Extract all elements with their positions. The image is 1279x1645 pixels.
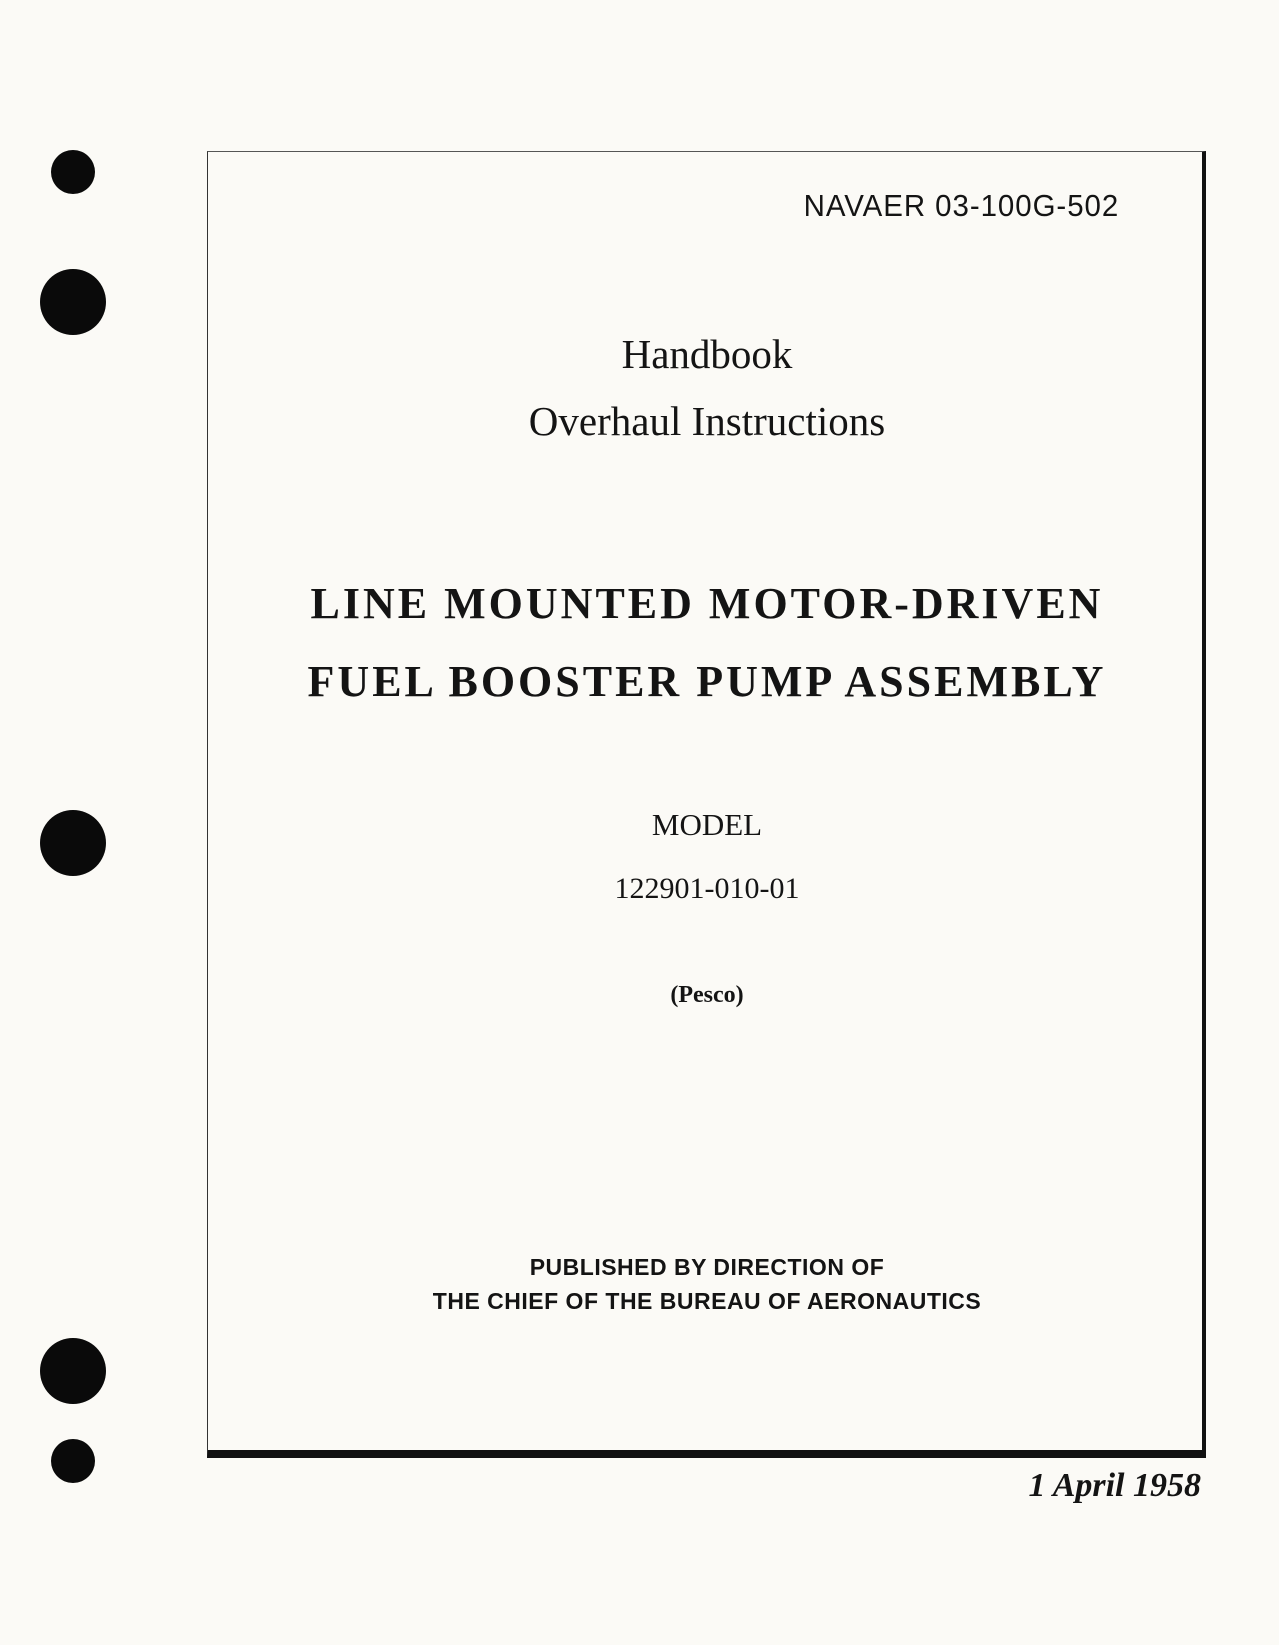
document-number: NAVAER 03-100G-502: [803, 188, 1119, 223]
punch-hole: [51, 1439, 95, 1483]
title-line2: FUEL BOOSTER PUMP ASSEMBLY: [307, 657, 1107, 706]
publisher-line1: PUBLISHED BY DIRECTION OF: [529, 1254, 885, 1280]
punch-hole: [51, 150, 95, 194]
punch-hole: [40, 810, 106, 876]
manufacturer: (Pesco): [670, 982, 744, 1008]
punch-hole: [40, 269, 106, 335]
heading-line1: Handbook: [621, 331, 793, 377]
punch-hole: [40, 1338, 106, 1404]
publisher-line2: THE CHIEF OF THE BUREAU OF AERONAUTICS: [432, 1288, 982, 1314]
title-line1: LINE MOUNTED MOTOR-DRIVEN: [310, 579, 1104, 628]
model-label: MODEL: [651, 807, 763, 842]
publication-date: 1 April 1958: [1028, 1467, 1201, 1504]
heading-line2: Overhaul Instructions: [528, 398, 886, 444]
model-number: 122901-010-01: [614, 872, 800, 905]
